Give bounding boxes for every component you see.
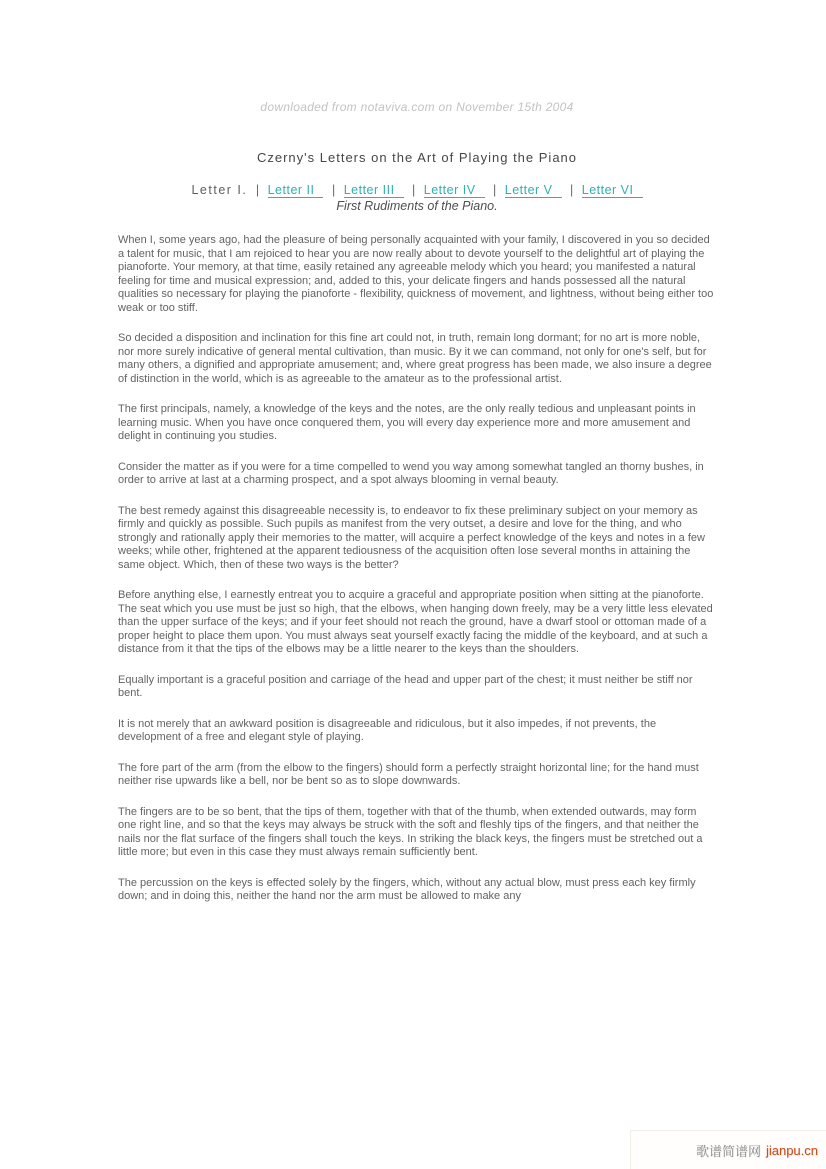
paragraph-7: Equally important is a graceful position and carriage of the head and upper part of the chest; it must neither be stiff nor bent. (118, 673, 693, 699)
paragraph-3: The first principals, namely, a knowledge of the keys and the notes, are the only really tedious and unpleasant points in learning music. When you have once conquered them, you will every day experience more and more amusement and delight in continuing you studies. (118, 403, 696, 442)
nav-separator: | (255, 183, 260, 197)
nav-link-letter-4[interactable]: Letter IV (424, 183, 485, 198)
nav-link-letter-6[interactable]: Letter VI (582, 183, 643, 198)
nav-current-letter-1: Letter I. (191, 183, 248, 197)
nav-separator: | (493, 183, 497, 197)
paragraph-5: The best remedy against this disagreeable necessity is, to endeavor to fix these preliminary subject on your memory as firmly and quickly as possible. Such pupils as manifest from the very outset, a desire and love for the thing, and who strongly and rationally apply their memories to the matter, will acquire a perfect knowledge of the keys and notes in a few weeks; while other, frightened at the apparent tediousness of the acquisition often lose several months in attaining the same object. Which, then of these two ways is the better? (118, 504, 705, 571)
watermark-site-name: 歌谱简谱网 (695, 1143, 761, 1159)
letter-subtitle: First Rudiments of the Piano. (336, 199, 498, 213)
watermark-box (630, 1130, 826, 1169)
download-note: downloaded from notaviva.com on November 15th 2004 (260, 100, 574, 114)
nav-separator: | (412, 183, 416, 197)
nav-separator: | (331, 183, 336, 197)
nav-link-letter-2[interactable]: Letter II (268, 183, 324, 198)
paragraph-10: The fingers are to be so bent, that the tips of them, together with that of the thumb, when extended outwards, may form one right line, and so that the keys may always be struck with the soft and fleshly tips of the fingers, and that neither the nails nor the flat surface of the fingers shall touch the keys. In striking the black keys, the fingers must be stretched out a little more; but even in this case they must always remain sufficiently bent. (118, 805, 703, 858)
watermark-site-url: jianpu.cn (765, 1142, 818, 1158)
paragraph-8: It is not merely that an awkward position is disagreeable and ridiculous, but it also impedes, if not prevents, the development of a free and elegant style of playing. (118, 717, 657, 743)
nav-separator: | (570, 183, 574, 197)
paragraph-2: So decided a disposition and inclination for this fine art could not, in truth, remain long dormant; for no art is more noble, nor more surely indicative of general mental cultivation, than music. By it we can command, not only for one's self, but for many others, a dignified and appropriate amusement; and, where great progress has been made, we also insure a degree of distinction in the world, which is as agreeable to the amateur as to the professional artist. (118, 332, 712, 385)
paragraph-6: Before anything else, I earnestly entreat you to acquire a graceful and appropriate position when sitting at the pianoforte. The seat which you use must be just so high, that the elbows, when hanging down freely, may be a very little less elevated than the upper surface of the keys; and if your feet should not reach the ground, have a dwarf stool or ottoman made of a proper height to place them upon. You must always seat yourself exactly facing the middle of the keyboard, and at such a distance from it that the tips of the elbows may be a little nearer to the keys than the shoulders. (118, 589, 713, 655)
page-title: Czerny's Letters on the Art of Playing the Piano (256, 150, 578, 165)
letter-nav (118, 183, 716, 197)
paragraph-11: The percussion on the keys is effected solely by the fingers, which, without any actual blow, must press each key firmly down; and in doing this, neither the hand nor the arm must be allowed to make any (118, 876, 696, 902)
paragraph-9: The fore part of the arm (from the elbow to the fingers) should form a perfectly straight horizontal line; for the hand must neither rise upwards like a bell, nor be bent so as to slope downwards. (118, 761, 699, 787)
letter-content (118, 100, 716, 921)
nav-link-letter-5[interactable]: Letter V (505, 183, 562, 198)
paragraph-4: Consider the matter as if you were for a time compelled to wend you way among somewhat tangled an thorny bushes, in order to arrive at last at a charming prospect, and a spot always blooming in vernal beauty. (118, 460, 704, 486)
paragraph-1: When I, some years ago, had the pleasure of being personally acquainted with your family, I discovered in you so decided a talent for music, that I am rejoiced to hear you are now really about to devote yourself to the delightful art of playing the pianoforte. Your memory, at that time, easily retained any agreeable melody which you heard; you manifested a natural feeling for time and musical expression; and, added to this, your delicate fingers and hands possessed all the natural qualities so necessary for playing the pianoforte - flexibility, quickness of movement, and lightness, without being either too weak or too stiff. (118, 234, 714, 314)
nav-link-letter-3[interactable]: Letter III (344, 183, 404, 198)
letter-body (118, 234, 716, 904)
